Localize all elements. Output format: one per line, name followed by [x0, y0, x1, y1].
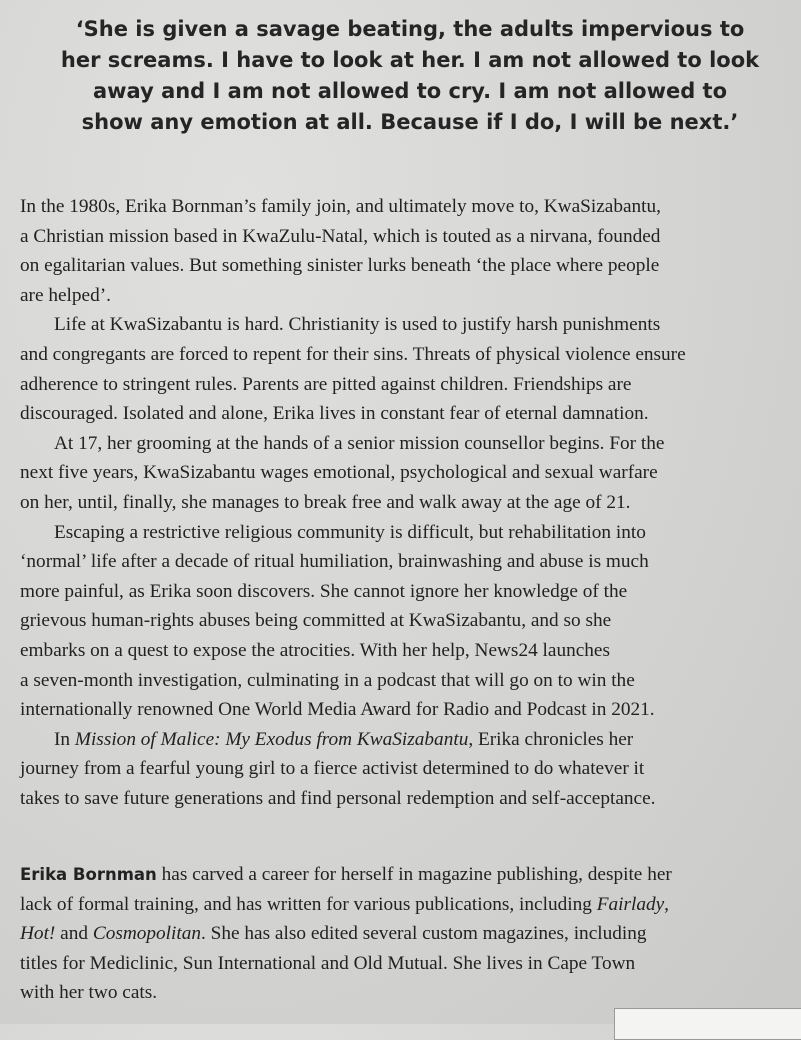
text-line: next five years, KwaSizabantu wages emotional, psychological and sexual warfare: [20, 462, 658, 484]
text-line: adherence to stringent rules. Parents are pitted against children. Friendships are: [20, 373, 632, 395]
blurb-paragraph-1: [20, 192, 790, 310]
blurb-paragraph-3: [20, 429, 790, 518]
text-fragment: . She has also edited several custom magazines, including: [201, 923, 647, 945]
text-fragment: In: [54, 728, 75, 750]
quote-line: show any emotion at all. Because if I do, I will be next.’: [81, 110, 739, 134]
text-fragment: and: [55, 923, 93, 945]
text-line: on her, until, finally, she manages to break free and walk away at the age of 21.: [20, 491, 631, 513]
text-line: Life at KwaSizabantu is hard. Christianity is used to justify harsh punishments: [54, 314, 661, 336]
text-line: takes to save future generations and find personal redemption and self-acceptance.: [20, 787, 656, 809]
text-line: are helped’.: [20, 284, 111, 306]
author-name: Erika Bornman: [20, 865, 157, 884]
text-line: grievous human-rights abuses being committed at KwaSizabantu, and so she: [20, 610, 612, 632]
blurb-text: [20, 192, 790, 813]
text-line: [20, 890, 800, 920]
text-line: [20, 919, 800, 949]
text-line: and congregants are forced to repent for their sins. Threats of physical violence ensure: [20, 343, 686, 365]
text-line: Escaping a restrictive religious community is difficult, but rehabilitation into: [54, 521, 646, 543]
text-line: ‘normal’ life after a decade of ritual humiliation, brainwashing and abuse is much: [20, 551, 649, 573]
text-fragment: has carved a career for herself in magazine publishing, despite her: [156, 864, 672, 885]
quote-line: away and I am not allowed to cry. I am not allowed to: [92, 79, 728, 103]
text-line: At 17, her grooming at the hands of a senior mission counsellor begins. For the: [54, 432, 665, 454]
author-bio: [20, 860, 800, 1008]
quote-line: her screams. I have to look at her. I am not allowed to look: [60, 48, 760, 72]
magazine-title: Hot!: [20, 923, 56, 945]
blurb-paragraph-5: [20, 725, 790, 814]
pull-quote: [60, 14, 760, 138]
text-line: more painful, as Erika soon discovers. She cannot ignore her knowledge of the: [20, 580, 628, 602]
magazine-title: Fairlady: [596, 893, 665, 915]
blurb-paragraph-4: [20, 518, 790, 725]
text-line: journey from a fearful young girl to a fierce activist determined to do whatever it: [20, 758, 645, 780]
text-line: internationally renowned One World Media Award for Radio and Podcast in 2021.: [20, 699, 655, 721]
text-line: discouraged. Isolated and alone, Erika lives in constant fear of eternal damnation.: [20, 403, 649, 425]
quote-line: ‘She is given a savage beating, the adults impervious to: [75, 17, 745, 41]
text-line: embarks on a quest to expose the atrocities. With her help, News24 launches: [20, 639, 610, 661]
text-fragment: ,: [664, 893, 669, 915]
text-line: [20, 860, 800, 890]
text-line: a seven-month investigation, culminating in a podcast that will go on to win the: [20, 669, 635, 691]
text-line: [20, 725, 790, 755]
text-fragment: lack of formal training, and has written for various publications, including: [20, 893, 597, 915]
barcode-area: [614, 1008, 801, 1040]
text-line: a Christian mission based in KwaZulu-Natal, which is touted as a nirvana, founded: [20, 225, 661, 247]
magazine-title: Cosmopolitan: [92, 923, 202, 945]
text-line: titles for Mediclinic, Sun International and Old Mutual. She lives in Cape Town: [20, 952, 636, 974]
text-line: with her two cats.: [20, 982, 158, 1004]
text-fragment: , Erika chronicles her: [468, 728, 634, 750]
book-title: Mission of Malice: My Exodus from KwaSizabantu: [74, 728, 469, 750]
blurb-paragraph-2: [20, 310, 790, 428]
text-line: In the 1980s, Erika Bornman’s family join, and ultimately move to, KwaSizabantu,: [20, 196, 661, 217]
text-line: on egalitarian values. But something sinister lurks beneath ‘the place where people: [20, 255, 660, 277]
